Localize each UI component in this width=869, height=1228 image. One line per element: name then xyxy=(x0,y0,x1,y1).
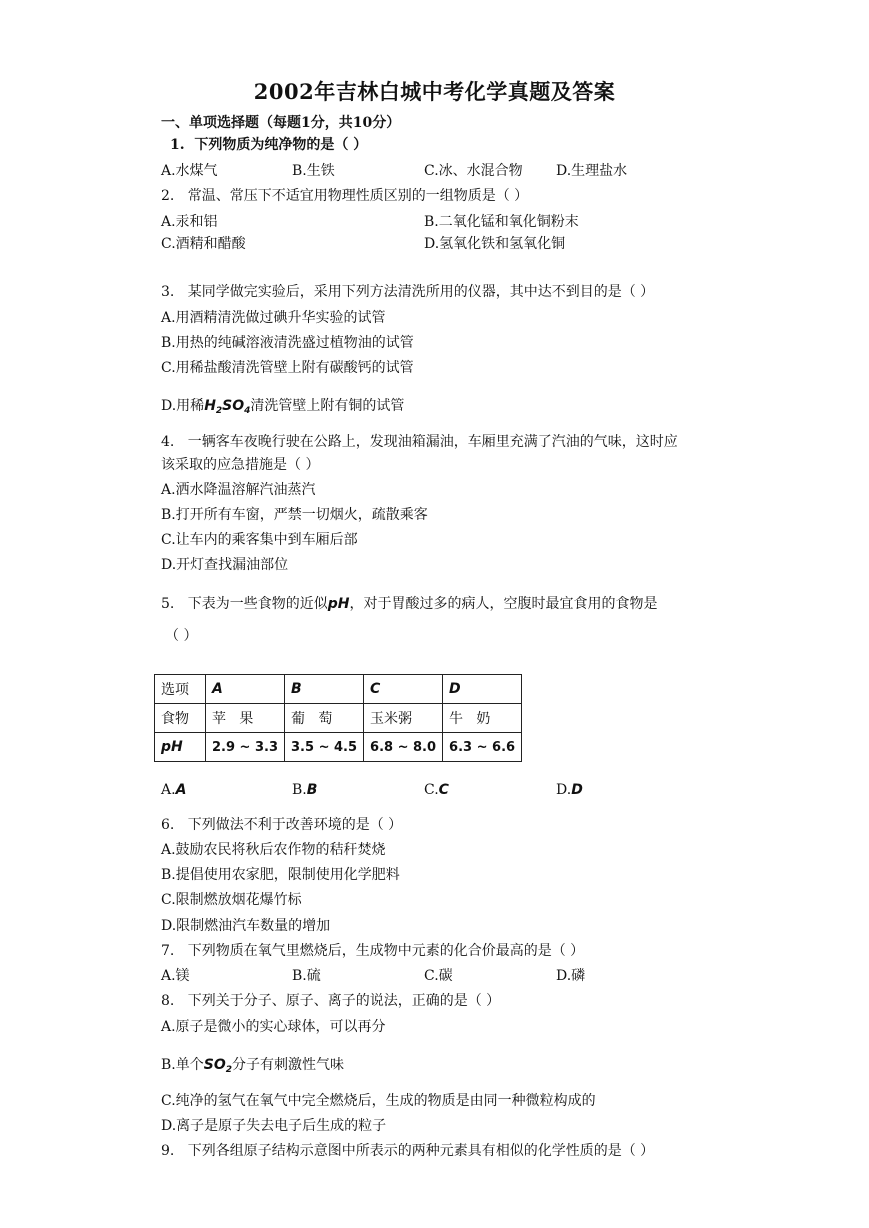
q7-option-c: C.碳 xyxy=(424,968,453,984)
question-5-stem xyxy=(161,595,657,613)
q3-option-b: B.用热的纯碱溶液清洗盛过植物油的试管 xyxy=(161,335,414,351)
q6-option-a: A.鼓励农民将秋后农作物的秸秆焚烧 xyxy=(161,842,386,858)
formula-h: H xyxy=(204,398,216,414)
q5-option-a-prefix: A. xyxy=(161,782,176,798)
table-cell-ph-c: 6.8 ~ 8.0 xyxy=(364,733,443,762)
q5-stem-prefix: 5. 下表为一些食物的近似 xyxy=(161,596,328,612)
table-cell-option-c: C xyxy=(364,675,443,704)
document-title: 2002年吉林白城中考化学真题及答案 xyxy=(253,79,616,104)
table-row xyxy=(155,704,522,733)
q5-option-b-letter: B xyxy=(306,782,318,798)
table-cell-option-d: D xyxy=(443,675,522,704)
table-cell-food-b: 葡 萄 xyxy=(285,704,364,733)
q8-option-b xyxy=(161,1056,344,1079)
table-row xyxy=(155,675,522,704)
formula-so: SO xyxy=(222,398,245,414)
q4-option-d: D.开灯查找漏油部位 xyxy=(161,557,289,573)
question-4-stem-line1: 4. 一辆客车夜晚行驶在公路上，发现油箱漏油，车厢里充满了汽油的气味，这时应 xyxy=(161,434,678,450)
q8-option-d: D.离子是原子失去电子后生成的粒子 xyxy=(161,1118,387,1134)
formula-sub-4: 4 xyxy=(244,406,251,416)
table-cell-food-d: 牛 奶 xyxy=(443,704,522,733)
q5-option-c-letter: C xyxy=(438,782,449,798)
table-cell-ph-d: 6.3 ~ 6.6 xyxy=(443,733,522,762)
q4-option-c: C.让车内的乘客集中到车厢后部 xyxy=(161,532,358,548)
q1-option-c: C.冰、水混合物 xyxy=(424,163,523,179)
formula-so: SO xyxy=(203,1057,226,1073)
table-cell-food-a: 苹 果 xyxy=(206,704,285,733)
q8-option-b-suffix: 分子有刺激性气味 xyxy=(232,1057,344,1073)
table-row xyxy=(155,733,522,762)
q4-option-a: A.洒水降温溶解汽油蒸汽 xyxy=(161,482,316,498)
q5-option-c-prefix: C. xyxy=(424,782,439,798)
q2-option-a: A.汞和铝 xyxy=(161,214,218,230)
q3-option-d-suffix: 清洗管壁上附有铜的试管 xyxy=(250,398,405,414)
q5-stem-suffix: ，对于胃酸过多的病人，空腹时最宜食用的食物是 xyxy=(349,596,658,612)
q6-option-b: B.提倡使用农家肥，限制使用化学肥料 xyxy=(161,867,400,883)
q6-option-c: C.限制燃放烟花爆竹标 xyxy=(161,892,302,908)
q5-option-d-prefix: D. xyxy=(556,782,572,798)
q5-option-b-prefix: B. xyxy=(292,782,307,798)
q1-option-a: A.水煤气 xyxy=(161,163,218,179)
question-7-stem: 7. 下列物质在氧气里燃烧后，生成物中元素的化合价最高的是（ ） xyxy=(161,943,585,959)
ph-symbol: pH xyxy=(327,596,350,612)
q5-option-d-letter: D xyxy=(571,782,583,798)
q8-option-a: A.原子是微小的实心球体，可以再分 xyxy=(161,1019,386,1035)
question-4-stem-line2: 该采取的应急措施是（ ） xyxy=(161,457,320,473)
table-cell-food-c: 玉米粥 xyxy=(364,704,443,733)
formula-sub-2: 2 xyxy=(225,1065,232,1075)
q8-option-c: C.纯净的氢气在氧气中完全燃烧后，生成的物质是由同一种微粒构成的 xyxy=(161,1093,596,1109)
q1-option-d: D.生理盐水 xyxy=(556,163,628,179)
table-cell-option-a: A xyxy=(206,675,285,704)
question-5-stem-paren: （ ） xyxy=(165,628,198,644)
q6-option-d: D.限制燃油汽车数量的增加 xyxy=(161,918,331,934)
q7-option-d: D.磷 xyxy=(556,968,586,984)
q5-option-a-letter: A xyxy=(175,782,187,798)
table-cell-ph-a: 2.9 ~ 3.3 xyxy=(206,733,285,762)
q5-option-b xyxy=(292,781,317,799)
table-header-food: 食物 xyxy=(155,704,206,733)
q5-option-a xyxy=(161,781,186,799)
question-1-stem: 1. 下列物质为纯净物的是（ ） xyxy=(170,137,368,153)
question-8-stem: 8. 下列关于分子、原子、离子的说法，正确的是（ ） xyxy=(161,993,501,1009)
q3-option-c: C.用稀盐酸清洗管壁上附有碳酸钙的试管 xyxy=(161,360,414,376)
q8-option-b-prefix: B.单个 xyxy=(161,1057,204,1073)
ph-table xyxy=(154,674,522,762)
table-cell-option-b: B xyxy=(285,675,364,704)
q2-option-d: D.氢氧化铁和氢氧化铜 xyxy=(424,236,566,252)
q3-option-d-prefix: D.用稀 xyxy=(161,398,205,414)
question-6-stem: 6. 下列做法不利于改善环境的是（ ） xyxy=(161,817,403,833)
table-cell-ph-b: 3.5 ~ 4.5 xyxy=(285,733,364,762)
q5-option-d xyxy=(556,781,583,799)
q1-option-b: B.生铁 xyxy=(292,163,335,179)
q2-option-c: C.酒精和醋酸 xyxy=(161,236,246,252)
q4-option-b: B.打开所有车窗，严禁一切烟火，疏散乘客 xyxy=(161,507,428,523)
q7-option-a: A.镁 xyxy=(161,968,190,984)
question-2-stem: 2. 常温、常压下不适宜用物理性质区别的一组物质是（ ） xyxy=(161,188,529,204)
table-header-option: 选项 xyxy=(155,675,206,704)
question-3-stem: 3. 某同学做完实验后，采用下列方法清洗所用的仪器，其中达不到目的是（ ） xyxy=(161,284,655,300)
table-header-ph: pH xyxy=(155,733,206,762)
formula-sub-2: 2 xyxy=(215,406,223,416)
section-heading: 一、单项选择题（每题1分，共10分） xyxy=(161,115,401,131)
q3-option-d xyxy=(161,397,404,420)
q7-option-b: B.硫 xyxy=(292,968,321,984)
q2-option-b: B.二氧化锰和氧化铜粉末 xyxy=(424,214,579,230)
q3-option-a: A.用酒精清洗做过碘升华实验的试管 xyxy=(161,310,386,326)
question-9-stem: 9. 下列各组原子结构示意图中所表示的两种元素具有相似的化学性质的是（ ） xyxy=(161,1143,655,1159)
q5-option-c xyxy=(424,781,449,799)
